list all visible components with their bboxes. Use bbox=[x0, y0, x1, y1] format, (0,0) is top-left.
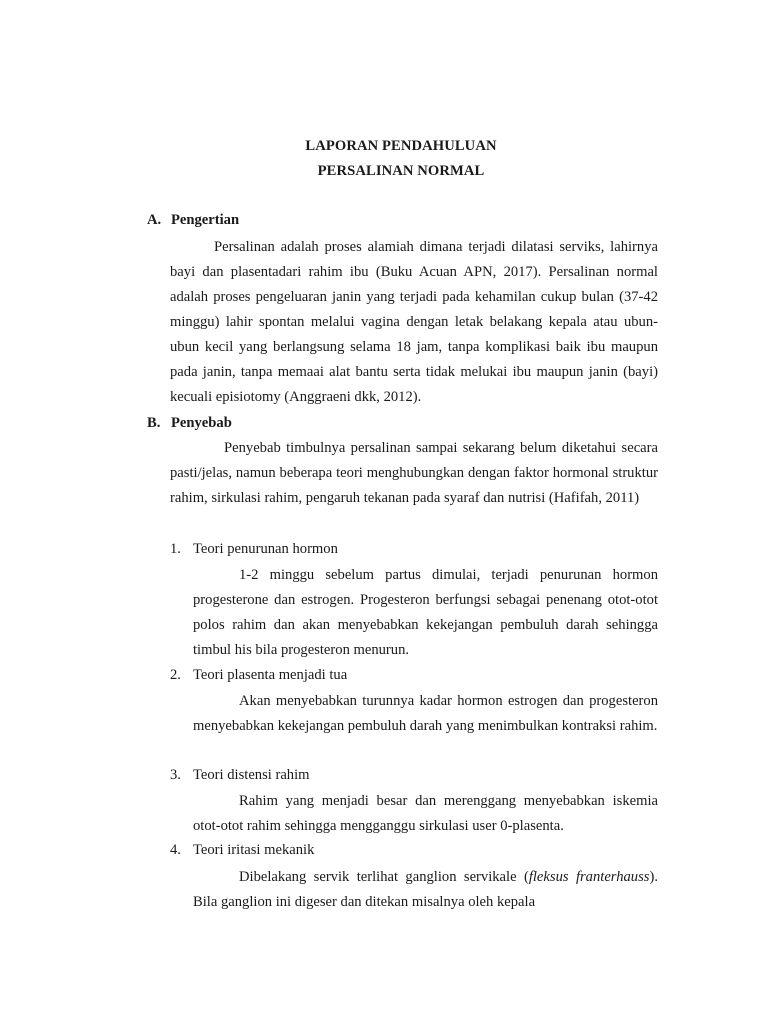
section-a-title: Pengertian bbox=[171, 212, 240, 228]
section-a-paragraph: Persalinan adalah proses alamiah dimana terjadi dilatasi serviks, lahirnya bayi dan plasentadari rahim ibu (Buku Acuan APN, 2017). Persalinan normal adalah proses pengeluaran janin yang terjadi pada kehamilan cukup bulan (37-42 minggu) lahir spontan melalui vagina dengan letak belakang kepala atau ubun-ubun kecil yang berlangsung selama 18 jam, tanpa komplikasi baik ibu maupun pada janin, tanpa memaai alat bantu serta tidak melukai ibu maupun janin (bayi) kecuali episiotomy (Anggraeni dkk, 2012). bbox=[170, 239, 658, 405]
list-item-2-text: Akan menyebabkan turunnya kadar hormon estrogen dan progesteron menyebabkan kekejangan pembuluh darah yang menimbulkan kontraksi rahim. bbox=[193, 693, 658, 734]
list-item-2 bbox=[170, 667, 347, 684]
section-b-paragraph: Penyebab timbulnya persalinan sampai sekarang belum diketahui secara pasti/jelas, namun beberapa teori menghubungkan dengan faktor hormonal struktur rahim, sirkulasi rahim, pengaruh tekanan pada syaraf dan nutrisi (Hafifah, 2011) bbox=[170, 440, 658, 506]
list-item-3-number: 3. bbox=[170, 767, 181, 783]
list-item-3 bbox=[170, 767, 310, 784]
section-b-title: Penyebab bbox=[171, 415, 232, 431]
list-item-3-title: Teori distensi rahim bbox=[193, 767, 310, 783]
list-item-4-number: 4. bbox=[170, 842, 181, 858]
list-item-1-text: 1-2 minggu sebelum partus dimulai, terjadi penurunan hormon progesterone dan estrogen. Progesteron berfungsi sebagai penenang otot-otot polos rahim dan akan menyebabkan kekejangan pembuluh darah sehingga timbul his bila progesteron menurun. bbox=[193, 567, 658, 658]
section-b-heading bbox=[147, 415, 232, 432]
list-item-4 bbox=[170, 842, 314, 859]
section-a-heading bbox=[147, 212, 239, 229]
document-title-line1: LAPORAN PENDAHULUAN bbox=[305, 138, 497, 154]
document-title-line2: PERSALINAN NORMAL bbox=[317, 163, 485, 179]
list-item-1 bbox=[170, 541, 338, 558]
section-a-letter: A. bbox=[147, 212, 162, 228]
list-item-1-title: Teori penurunan hormon bbox=[193, 541, 338, 557]
list-item-3-text: Rahim yang menjadi besar dan merenggang menyebabkan iskemia otot-otot rahim sehingga mengganggu sirkulasi user 0-plasenta. bbox=[193, 793, 658, 834]
list-item-1-number: 1. bbox=[170, 541, 181, 557]
list-item-4-text-after: ). Bila ganglion ini digeser dan ditekan misalnya oleh kepala bbox=[193, 869, 658, 910]
list-item-4-text bbox=[193, 865, 658, 915]
list-item-4-text-before: Dibelakang servik terlihat ganglion servikale ( bbox=[239, 869, 529, 885]
list-item-4-text-italic: fleksus franterhauss bbox=[528, 869, 650, 885]
list-item-2-title: Teori plasenta menjadi tua bbox=[193, 667, 348, 683]
section-b-letter: B. bbox=[147, 415, 161, 431]
list-item-4-title: Teori iritasi mekanik bbox=[193, 842, 315, 858]
list-item-2-number: 2. bbox=[170, 667, 181, 683]
